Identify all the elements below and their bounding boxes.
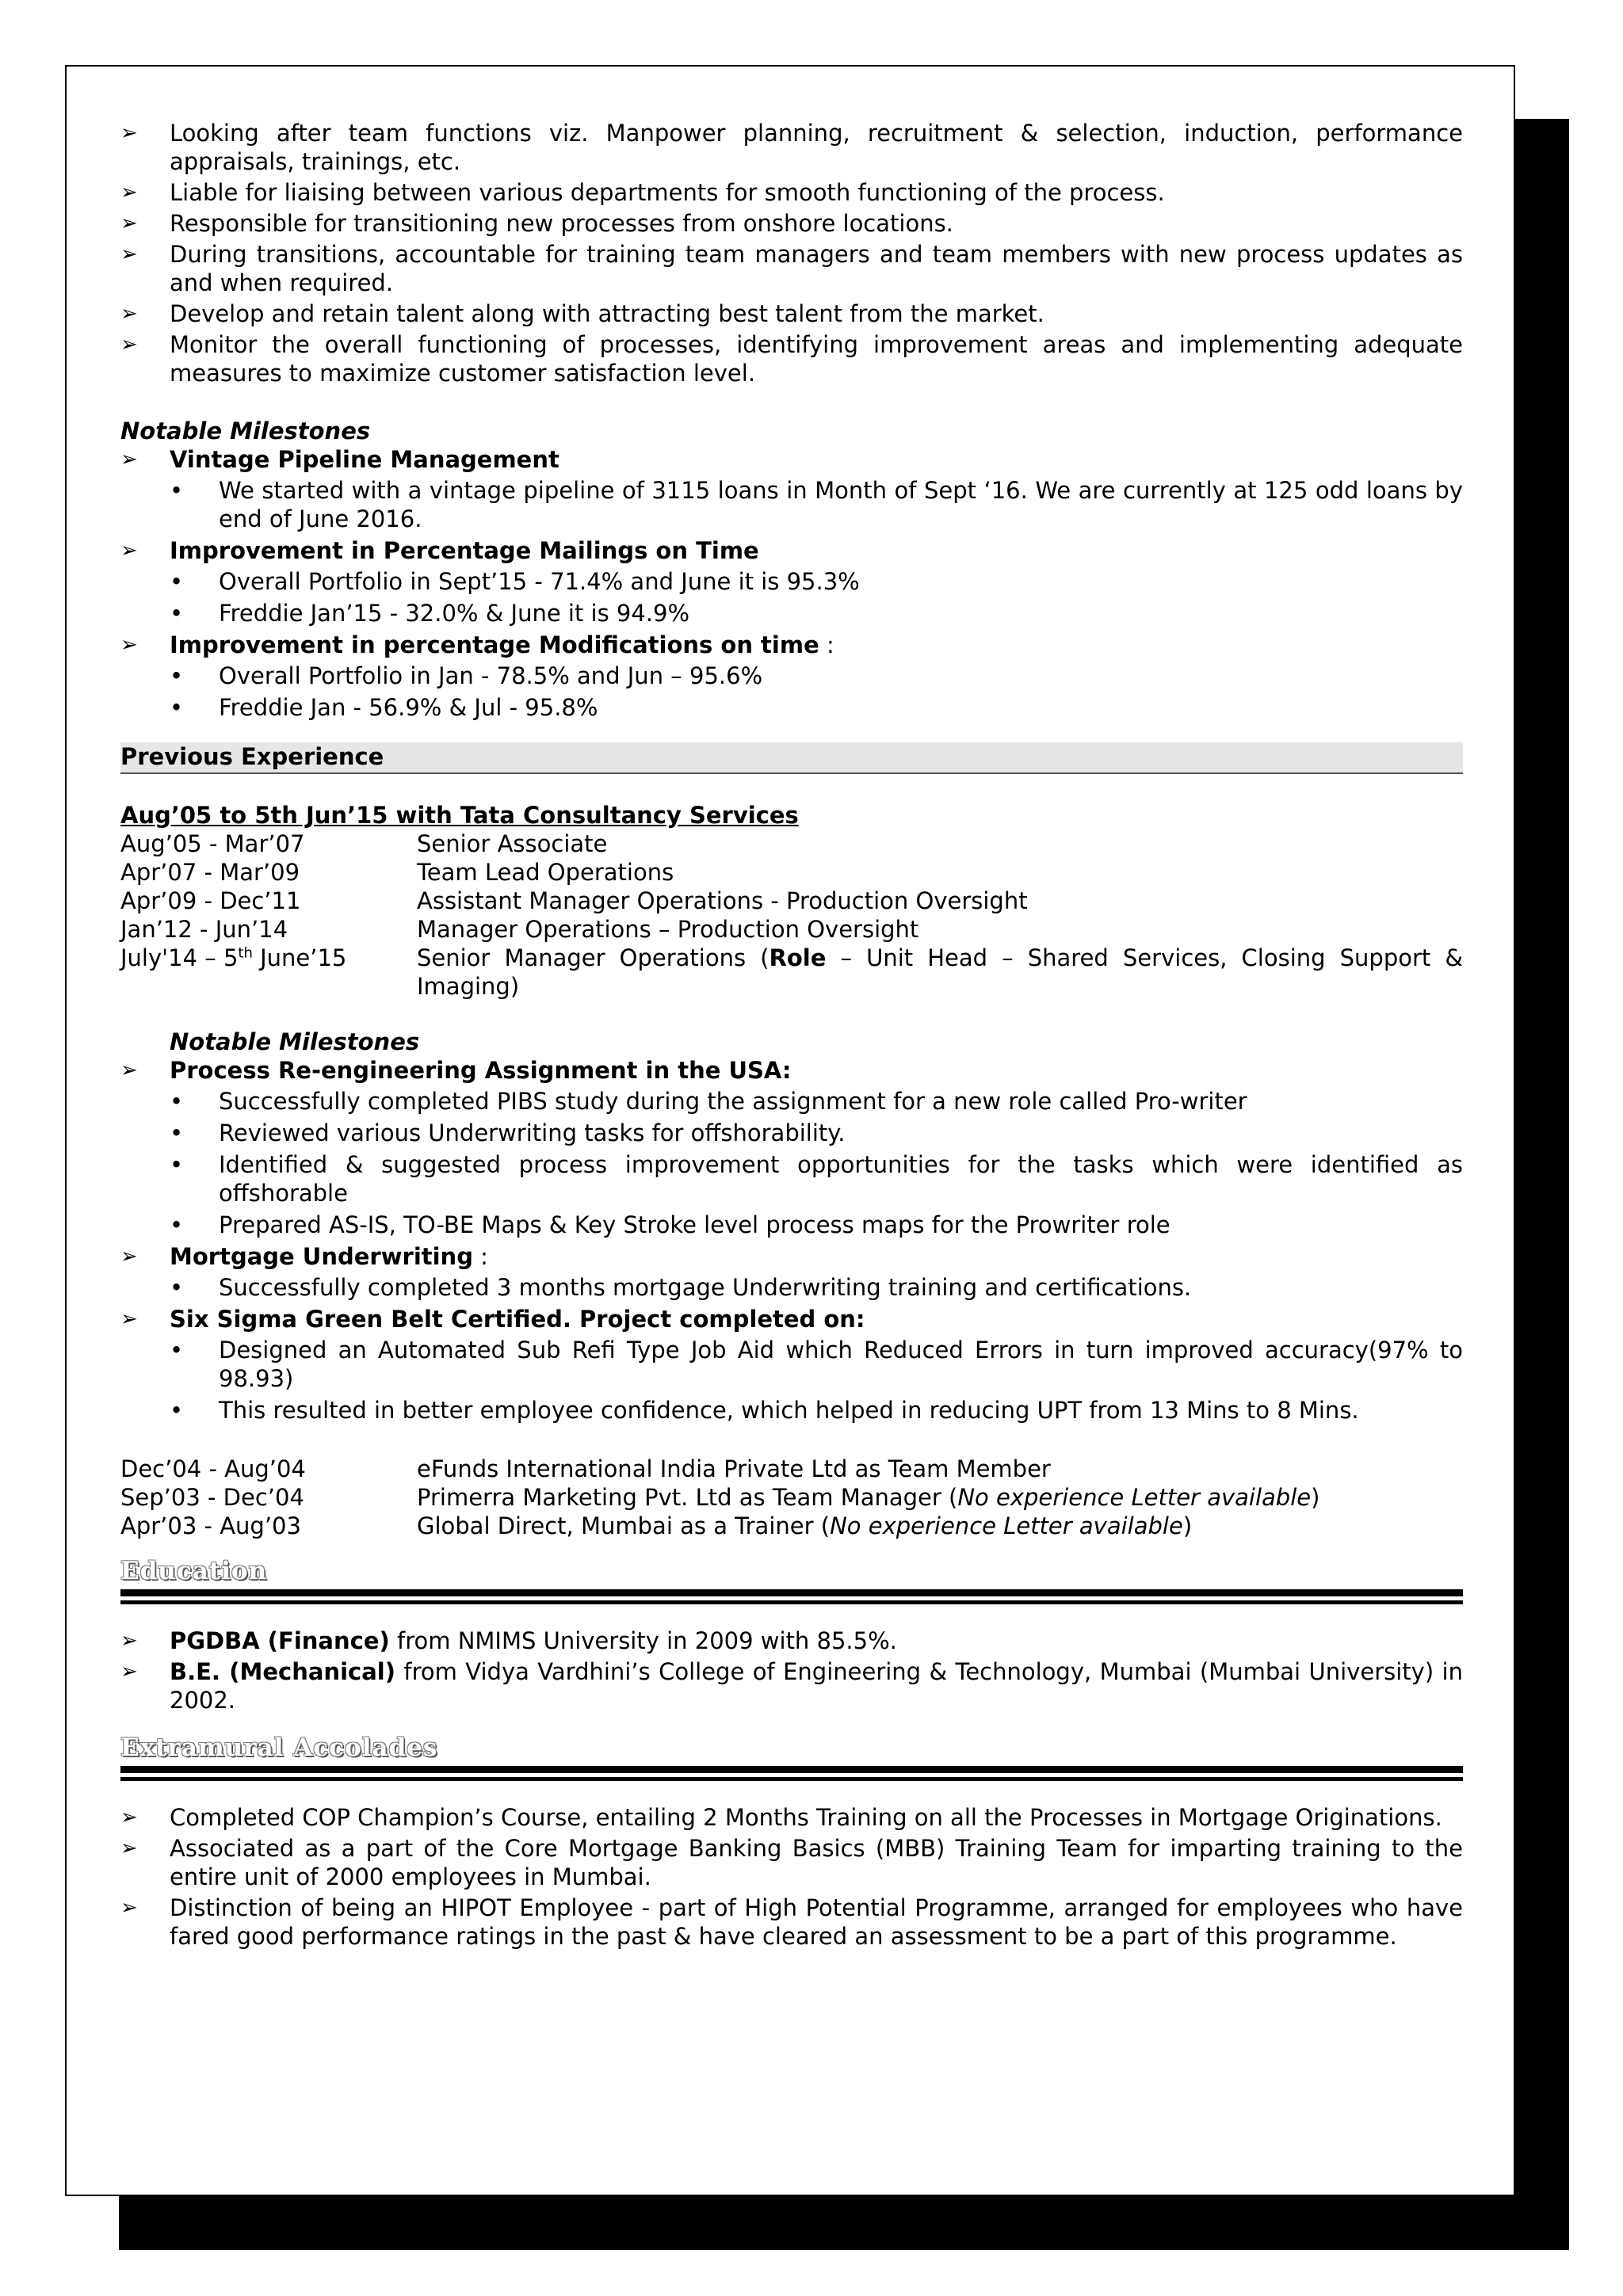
education-heading: Education: [120, 1557, 268, 1585]
milestone-points: [120, 567, 1463, 627]
list-item: ➢ Liable for liaising between various departments for smooth functioning of the process.: [120, 178, 1463, 207]
other-jobs: [120, 1455, 1463, 1540]
job-text: [417, 1483, 1463, 1512]
resume-page: [65, 65, 1515, 2196]
list-item: • Identified & suggested process improvement opportunities for the tasks which were identified as offshorable: [120, 1150, 1463, 1207]
role-part: – Unit Head – Shared Services, Closing Support & Imaging): [417, 944, 1463, 1000]
job-row: [120, 1512, 1463, 1540]
list-item: ➢ Looking after team functions viz. Manpower planning, recruitment & selection, induction, performance appraisals, trainings, etc.: [120, 119, 1463, 176]
role-row: [120, 915, 1463, 944]
job-row: [120, 1483, 1463, 1512]
list-item: ➢ Responsible for transitioning new processes from onshore locations.: [120, 209, 1463, 238]
job-note: No experience Letter available: [957, 1484, 1312, 1511]
list-item: • Designed an Automated Sub Refi Type Job Aid which Reduced Errors in turn improved accuracy(97% to 98.93): [120, 1336, 1463, 1393]
list-item: ➢ During transitions, accountable for training team managers and team members with new process updates as and when required.: [120, 240, 1463, 297]
degree: PGDBA (Finance): [170, 1627, 390, 1654]
milestone-points: [120, 476, 1463, 533]
job-date: Sep’03 - Dec’04: [120, 1484, 304, 1511]
milestone-item: [120, 1242, 1463, 1302]
role-timeline: [120, 830, 1463, 1001]
list-item: ➢ Associated as a part of the Core Mortgage Banking Basics (MBB) Training Team for imparting training to the entire unit of 2000 employees in Mumbai.: [120, 1834, 1463, 1891]
milestone-points: [120, 662, 1463, 722]
role-row: [120, 887, 1463, 915]
list-item: • Prepared AS-IS, TO-BE Maps & Key Stroke level process maps for the Prowriter role: [120, 1211, 1463, 1239]
job-note: No experience Letter available: [830, 1512, 1183, 1539]
milestone-heading: Vintage Pipeline Management: [170, 446, 559, 473]
milestone-heading: Improvement in Percentage Mailings on Time: [170, 537, 759, 564]
section-rule: [120, 1589, 1463, 1596]
list-item: • Freddie Jan - 56.9% & Jul - 95.8%: [120, 693, 1463, 722]
role-row: [120, 830, 1463, 858]
list-item: ➢ Develop and retain talent along with attracting best talent from the market.: [120, 299, 1463, 328]
degree: B.E. (Mechanical): [170, 1658, 395, 1685]
job-text-close: ): [1182, 1512, 1193, 1539]
resume-content: [120, 119, 1463, 1953]
previous-experience-heading: Previous Experience: [120, 742, 1463, 774]
list-item: ➢ Monitor the overall functioning of processes, identifying improvement areas and implementing adequate measures to maximize customer satisfaction level.: [120, 330, 1463, 387]
milestones-list: [120, 445, 1463, 722]
milestone-points: [120, 1336, 1463, 1425]
notable-milestones-title: Notable Milestones: [120, 418, 371, 444]
accolades-heading: Extramural Accolades: [120, 1733, 438, 1762]
milestone-heading: Mortgage Underwriting: [170, 1243, 473, 1270]
list-item: • We started with a vintage pipeline of 3115 loans in Month of Sept ‘16. We are currently at 125 odd loans by end of June 2016.: [120, 476, 1463, 533]
role-title: Senior Associate: [417, 830, 608, 857]
list-item: ➢ Distinction of being an HIPOT Employee - part of High Potential Programme, arranged for employees who have fared good performance ratings in the past & have cleared an assessment to be a part of this programme.: [120, 1894, 1463, 1951]
section-rule: [120, 1766, 1463, 1773]
role-title: Manager Operations – Production Oversight: [417, 916, 919, 943]
list-item: • This resulted in better employee confidence, which helped in reducing UPT from 13 Mins to 8 Mins.: [120, 1396, 1463, 1425]
degree-details: from Vidya Vardhini’s College of Engineering & Technology, Mumbai (Mumbai University) in 2002.: [170, 1658, 1463, 1714]
list-item: [120, 1657, 1463, 1714]
milestone-item: [120, 536, 1463, 627]
role-date: Apr’07 - Mar’09: [120, 859, 300, 886]
job-date: Apr’03 - Aug’03: [120, 1512, 301, 1539]
date-part: June’15: [252, 944, 347, 971]
role-date: Jan’12 - Jun’14: [120, 916, 288, 943]
role-date: [120, 944, 417, 1001]
milestones-list: [120, 1056, 1463, 1425]
role-row: [120, 858, 1463, 887]
milestone-heading: Process Re-engineering Assignment in the USA:: [170, 1057, 792, 1084]
list-item: • Overall Portfolio in Sept’15 - 71.4% and June it is 95.3%: [120, 567, 1463, 596]
job-text-close: ): [1311, 1484, 1320, 1511]
job-row: [120, 1455, 1463, 1483]
company-heading: Aug’05 to 5th Jun’15 with Tata Consultancy Services: [120, 802, 799, 829]
role-date: Aug’05 - Mar’07: [120, 830, 305, 857]
milestone-heading: Improvement in percentage Modifications on time: [170, 631, 819, 658]
list-item: • Freddie Jan’15 - 32.0% & June it is 94.9%: [120, 599, 1463, 627]
job-text: [417, 1455, 1463, 1483]
job-text-part: eFunds International India Private Ltd as Team Member: [417, 1455, 1051, 1482]
list-item: • Reviewed various Underwriting tasks for offshorability.: [120, 1119, 1463, 1147]
list-item: ➢ Completed COP Champion’s Course, entailing 2 Months Training on all the Processes in Mortgage Originations.: [120, 1803, 1463, 1832]
milestone-points: [120, 1087, 1463, 1239]
role-part: Senior Manager Operations (: [417, 944, 769, 971]
job-text: [417, 1512, 1463, 1540]
role-bold: Role: [769, 944, 827, 971]
job-text-part: Global Direct, Mumbai as a Trainer (: [417, 1512, 831, 1539]
milestone-suffix: :: [472, 1243, 488, 1270]
list-item: • Successfully completed 3 months mortgage Underwriting training and certifications.: [120, 1273, 1463, 1302]
milestone-item: [120, 631, 1463, 722]
milestone-points: [120, 1273, 1463, 1302]
role-row: [120, 944, 1463, 1001]
list-item: • Successfully completed PIBS study during the assignment for a new role called Pro-writer: [120, 1087, 1463, 1116]
list-item: • Overall Portfolio in Jan - 78.5% and Jun – 95.6%: [120, 662, 1463, 690]
responsibilities-list: [120, 119, 1463, 387]
role-title: Team Lead Operations: [417, 859, 674, 886]
education-list: [120, 1627, 1463, 1714]
milestone-heading: Six Sigma Green Belt Certified. Project completed on:: [170, 1306, 865, 1333]
date-superscript: th: [238, 944, 253, 962]
notable-milestones-title: Notable Milestones: [170, 1028, 420, 1055]
role-date: Apr’09 - Dec’11: [120, 887, 301, 914]
date-part: July'14 – 5: [120, 944, 239, 971]
milestone-item: [120, 1305, 1463, 1425]
degree-details: from NMIMS University in 2009 with 85.5%.: [389, 1627, 897, 1654]
job-date: Dec’04 - Aug’04: [120, 1455, 306, 1482]
role-title: [417, 944, 1463, 1001]
milestone-item: [120, 1056, 1463, 1239]
list-item: [120, 1627, 1463, 1655]
job-text-part: Primerra Marketing Pvt. Ltd as Team Manager (: [417, 1484, 958, 1511]
milestone-item: [120, 445, 1463, 533]
role-title: Assistant Manager Operations - Production Oversight: [417, 887, 1028, 914]
accolades-list: [120, 1803, 1463, 1951]
milestone-suffix: :: [819, 631, 834, 658]
